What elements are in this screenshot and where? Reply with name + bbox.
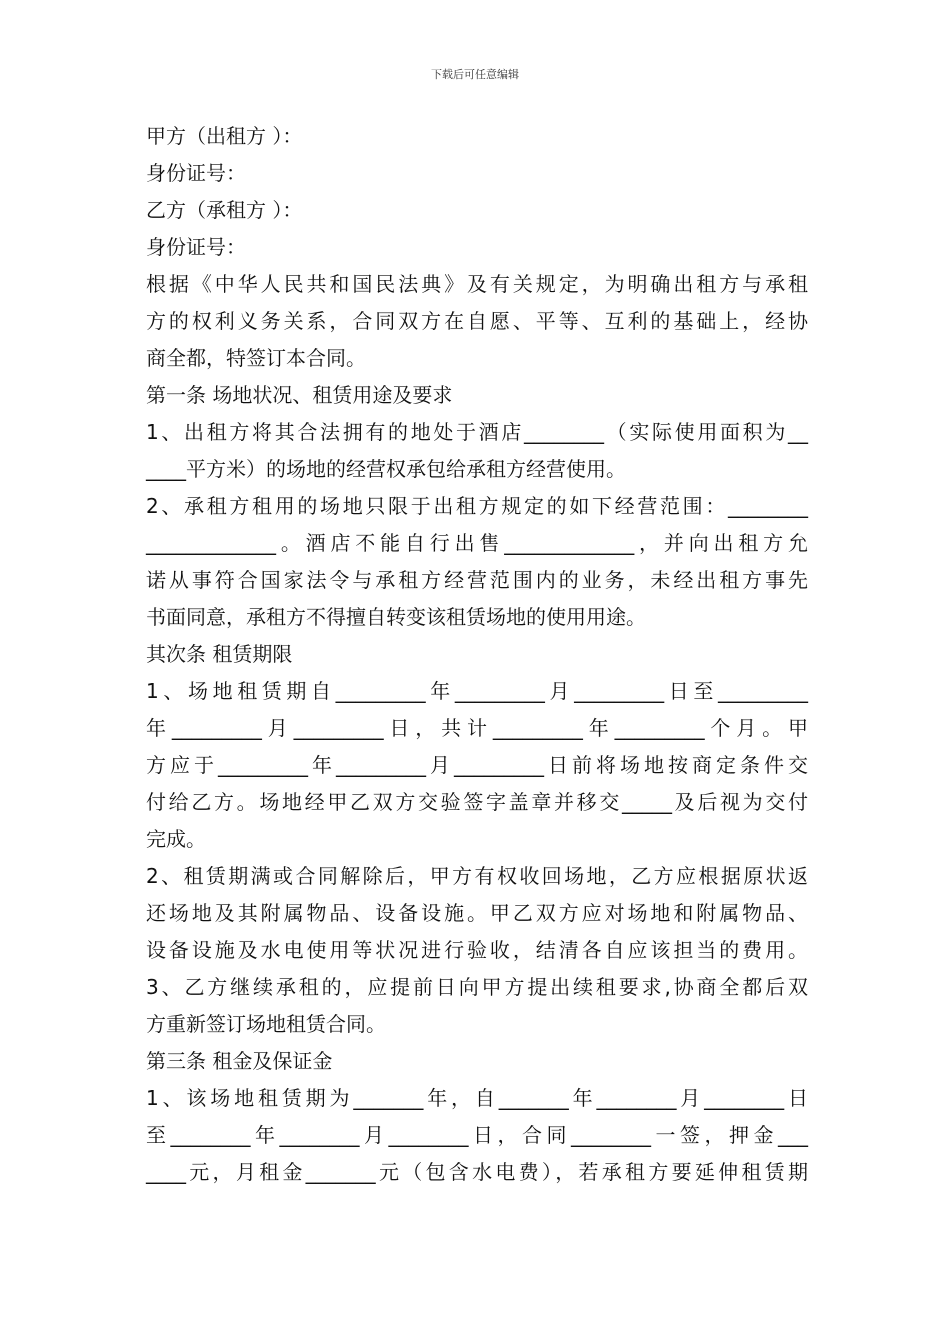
document-line: 方重新签订场地租赁合同。 bbox=[146, 1012, 386, 1036]
document-line: 乙方（承租方 ）： bbox=[146, 198, 303, 222]
document-line: ____平方米）的场地的经营权承包给承租方经营使用。 bbox=[146, 457, 626, 481]
document-line: 1、出租方将其合法拥有的地处于酒店________（实际使用面积为__ bbox=[146, 420, 808, 444]
document-line: 3、乙方继续承租的，应提前日向甲方提出续租要求,协商全都后双 bbox=[146, 975, 808, 999]
document-line: 方的权利义务关系，合同双方在自愿、平等、互利的基础上，经协 bbox=[146, 309, 808, 333]
document-line: 2、承租方租用的场地只限于出租方规定的如下经营范围：________ bbox=[146, 494, 808, 518]
document-line: 完成。 bbox=[146, 827, 206, 851]
header-note: 下载后可任意编辑 bbox=[431, 68, 519, 81]
document-line: 2、租赁期满或合同解除后，甲方有权收回场地，乙方应根据原状返 bbox=[146, 864, 808, 888]
document-line: 甲方（出租方 ）： bbox=[146, 124, 303, 148]
document-line: 1、场地租赁期自_________年_________月_________日至_________ bbox=[146, 679, 808, 703]
document-line: 诺从事符合国家法令与承租方经营范围内的业务，未经出租方事先 bbox=[146, 568, 808, 592]
document-line: 第一条 场地状况、租赁用途及要求 bbox=[146, 383, 453, 407]
document-line: 1、该场地租赁期为_______年，自_______年________月________日 bbox=[146, 1086, 808, 1110]
document-line: 商全都，特签订本合同。 bbox=[146, 346, 366, 370]
document-line: 第三条 租金及保证金 bbox=[146, 1049, 333, 1073]
document-line: 付给乙方。场地经甲乙双方交验签字盖章并移交_____及后视为交付 bbox=[146, 790, 808, 814]
document-line: 根据《中华人民共和国民法典》及有关规定，为明确出租方与承租 bbox=[146, 272, 808, 296]
document-body bbox=[146, 118, 808, 1191]
document-line: 方应于_________年_________月_________日前将场地按商定条件交 bbox=[146, 753, 808, 777]
document-line: 书面同意，承租方不得擅自转变该租赁场地的使用用途。 bbox=[146, 605, 646, 629]
document-line: 年_________月_________日，共计_________年_________个月。甲 bbox=[146, 716, 808, 740]
document-line: 至________年________月________日，合同________一签，押金___ bbox=[146, 1123, 808, 1147]
document-line: 还场地及其附属物品、设备设施。甲乙双方应对场地和附属物品、 bbox=[146, 901, 808, 925]
document-line: ____元，月租金_______元（包含水电费），若承租方要延伸租赁期 bbox=[146, 1160, 808, 1184]
document-line: 其次条 租赁期限 bbox=[146, 642, 293, 666]
document-line: _____________。酒店不能自行出售_____________，并向出租方允 bbox=[146, 531, 808, 555]
document-line: 身份证号： bbox=[146, 235, 246, 259]
document-line: 设备设施及水电使用等状况进行验收，结清各自应该担当的费用。 bbox=[146, 938, 808, 962]
document-line: 身份证号： bbox=[146, 161, 246, 185]
